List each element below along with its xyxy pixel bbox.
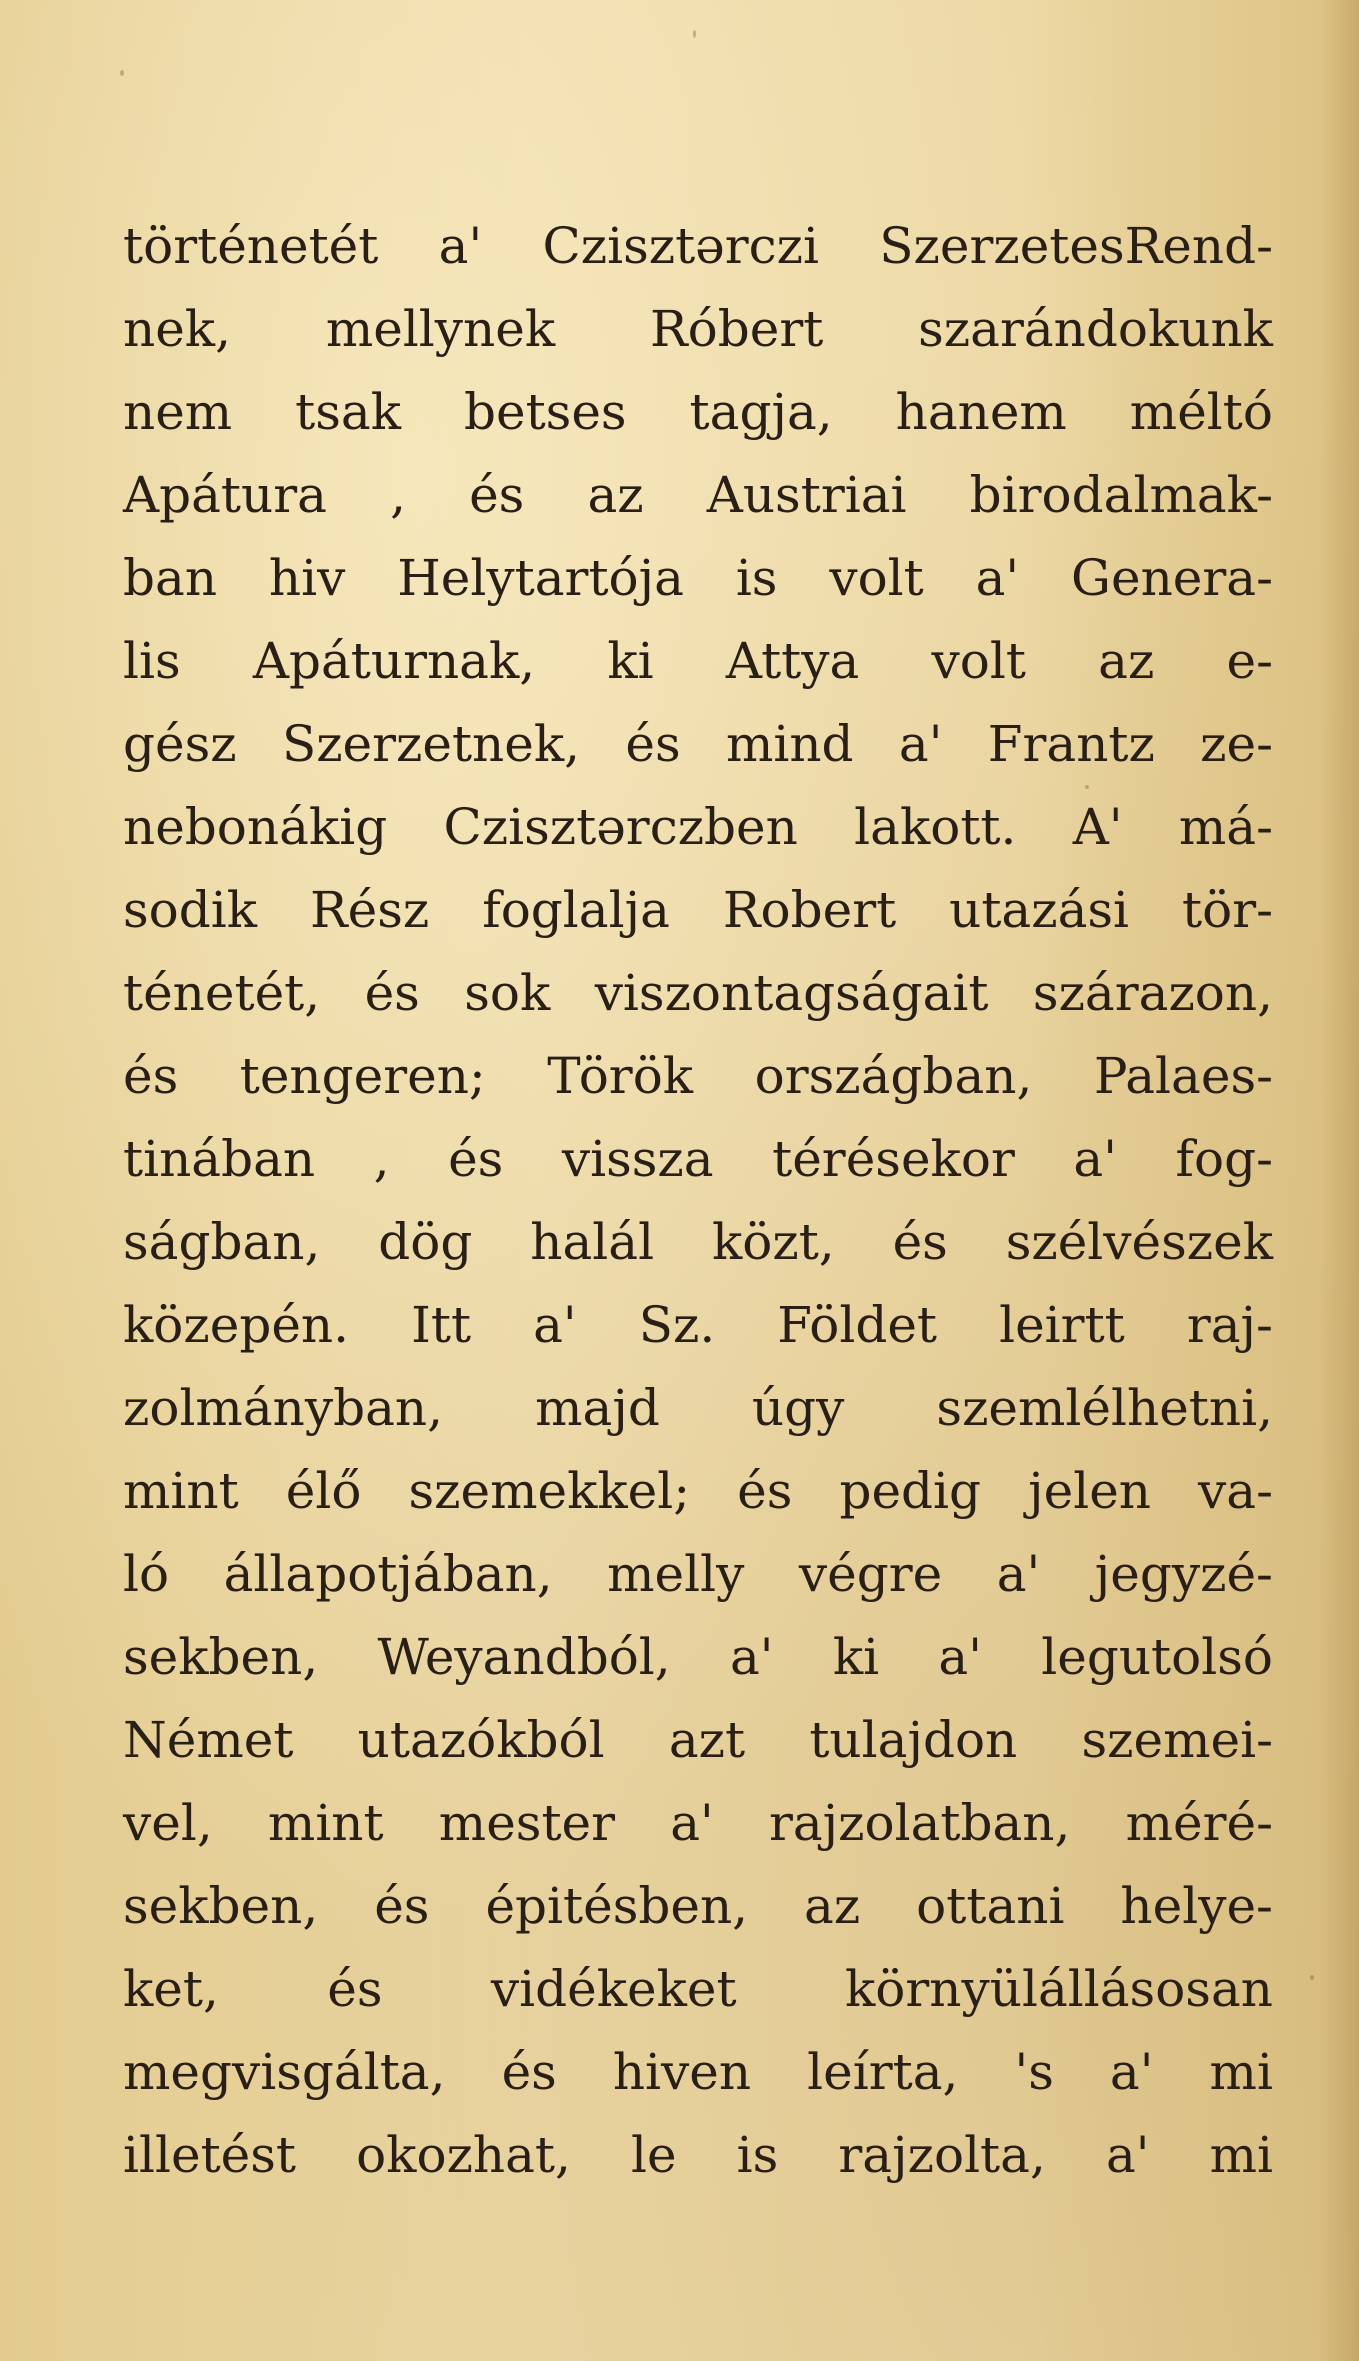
word: volt <box>829 549 924 607</box>
word: Frantz <box>987 715 1155 773</box>
word: va- <box>1198 1462 1273 1520</box>
word: Palaes- <box>1093 1047 1273 1105</box>
word: nem <box>123 383 233 441</box>
text-line <box>123 2114 1273 2197</box>
word: ottani <box>916 1877 1065 1935</box>
word: szemekkel; <box>408 1462 691 1520</box>
text-line <box>123 1201 1273 1284</box>
word: és <box>737 1462 793 1520</box>
word: Róbert <box>649 300 824 358</box>
text-line <box>123 1699 1273 1782</box>
text-line <box>123 1035 1273 1118</box>
word: Apáturnak, <box>252 632 536 690</box>
text-line <box>123 952 1273 1035</box>
word: mind <box>725 715 854 773</box>
word: nek, <box>123 300 231 358</box>
text-line <box>123 2031 1273 2114</box>
word: okozhat, <box>356 2126 571 2184</box>
word: és <box>469 466 525 524</box>
word: vissza <box>561 1130 714 1188</box>
word: a' <box>729 1628 774 1686</box>
word: dög <box>378 1213 473 1271</box>
word: vel, <box>123 1794 213 1852</box>
word: raj- <box>1186 1296 1273 1354</box>
word: Czisztərczben <box>443 798 798 856</box>
word: utazási <box>949 881 1130 939</box>
word: azt <box>668 1711 746 1769</box>
word: tengeren; <box>239 1047 486 1105</box>
word: nebonákig <box>123 798 388 856</box>
word: Szerzetnek, <box>281 715 581 773</box>
word: mester <box>438 1794 616 1852</box>
word: a' <box>438 217 483 275</box>
text-line <box>123 703 1273 786</box>
word: tulajdon <box>809 1711 1018 1769</box>
word: méltó <box>1129 383 1273 441</box>
word: és <box>364 964 420 1022</box>
word: 's <box>1014 2043 1054 2101</box>
word: rajzolatban, <box>768 1794 1071 1852</box>
word: rajzolta, <box>838 2126 1046 2184</box>
word: úgy <box>751 1379 845 1437</box>
word: a' <box>996 1545 1041 1603</box>
word: végre <box>798 1545 943 1603</box>
word: méré- <box>1125 1794 1273 1852</box>
text-line <box>123 288 1273 371</box>
word: mint <box>123 1462 239 1520</box>
paper-speck <box>693 30 696 38</box>
text-line <box>123 1616 1273 1699</box>
word: mi <box>1209 2043 1273 2101</box>
word: Austriai <box>706 466 907 524</box>
text-line <box>123 371 1273 454</box>
word: viszontagságait <box>594 964 989 1022</box>
word: illetést <box>123 2126 296 2184</box>
word: fog- <box>1175 1130 1273 1188</box>
word: és <box>625 715 681 773</box>
text-line <box>123 1450 1273 1533</box>
text-line <box>123 1118 1273 1201</box>
word: le <box>631 2126 677 2184</box>
word: tsak <box>295 383 402 441</box>
word: Robert <box>722 881 897 939</box>
word: Itt <box>411 1296 472 1354</box>
word: is <box>736 2126 779 2184</box>
text-line <box>123 620 1273 703</box>
word: Czisztərczi <box>542 217 819 275</box>
word: a' <box>975 549 1020 607</box>
word: közt, <box>711 1213 835 1271</box>
text-line <box>123 1865 1273 1948</box>
word: lakott. <box>854 798 1017 856</box>
word: sok <box>464 964 551 1022</box>
word: sodik <box>123 881 258 939</box>
word: ki <box>607 632 654 690</box>
word: SzerzetesRend- <box>879 217 1273 275</box>
word: közepén. <box>123 1296 350 1354</box>
word: leirtt <box>999 1296 1125 1354</box>
text-line <box>123 454 1273 537</box>
word: mellynek <box>325 300 556 358</box>
text-line <box>123 1948 1273 2031</box>
word: halál <box>530 1213 655 1271</box>
word: szárazon, <box>1032 964 1273 1022</box>
word: Török <box>547 1047 694 1105</box>
word: gész <box>123 715 237 773</box>
word: szarándokunk <box>918 300 1273 358</box>
word: hiv <box>268 549 346 607</box>
word: lis <box>123 632 181 690</box>
word: jelen <box>1028 1462 1151 1520</box>
word: tagja, <box>689 383 833 441</box>
word: szemlélhetni, <box>936 1379 1273 1437</box>
word: szemei- <box>1081 1711 1273 1769</box>
word: jegyzé- <box>1094 1545 1273 1603</box>
text-line <box>123 1284 1273 1367</box>
word: Genera- <box>1071 549 1273 607</box>
word: a' <box>938 1628 982 1686</box>
word: hiven <box>612 2043 752 2101</box>
word: ló <box>123 1545 170 1603</box>
word: élő <box>285 1462 362 1520</box>
word: e- <box>1226 632 1273 690</box>
word: , <box>390 466 406 524</box>
word: a' <box>1109 2043 1154 2101</box>
text-line <box>123 1533 1273 1616</box>
paper-speck <box>120 70 124 76</box>
word: környülállásosan <box>845 1960 1273 2018</box>
word: zolmányban, <box>123 1379 444 1437</box>
word: tinában <box>123 1130 316 1188</box>
word: országban, <box>754 1047 1033 1105</box>
word: ket, <box>123 1960 219 2018</box>
word: sekben, <box>123 1628 319 1686</box>
word: utazókból <box>357 1711 605 1769</box>
word: a' <box>670 1794 714 1852</box>
word: foglalja <box>482 881 670 939</box>
word: mi <box>1209 2126 1273 2184</box>
word: ténetét, <box>123 964 321 1022</box>
word: má- <box>1178 798 1273 856</box>
word: állapotjában, <box>223 1545 553 1603</box>
word: melly <box>607 1545 745 1603</box>
word: az <box>587 466 644 524</box>
word: és <box>892 1213 948 1271</box>
word: tör- <box>1182 881 1273 939</box>
word: majd <box>535 1379 660 1437</box>
word: volt <box>931 632 1026 690</box>
word: birodalmak- <box>969 466 1273 524</box>
word: a' <box>1105 2126 1150 2184</box>
word: térésekor <box>772 1130 1015 1188</box>
word: történetét <box>123 217 379 275</box>
word: leírta, <box>807 2043 959 2101</box>
word: a' <box>1073 1130 1117 1188</box>
word: Weyandból, <box>377 1628 671 1686</box>
body-text <box>123 205 1273 2197</box>
word: a' <box>533 1296 577 1354</box>
word: épitésben, <box>485 1877 749 1935</box>
word: ze- <box>1200 715 1273 773</box>
word: és <box>327 1960 383 2018</box>
word: és <box>374 1877 430 1935</box>
text-line <box>123 205 1273 288</box>
word: betses <box>463 383 627 441</box>
word: Attya <box>725 632 860 690</box>
word: és <box>501 2043 557 2101</box>
word: mint <box>267 1794 384 1852</box>
word: ban <box>123 549 218 607</box>
word: hanem <box>895 383 1067 441</box>
word: és <box>123 1047 179 1105</box>
word: ki <box>832 1628 880 1686</box>
word: a' <box>898 715 943 773</box>
paper-speck <box>1310 1975 1314 1980</box>
word: és <box>448 1130 504 1188</box>
text-line <box>123 869 1273 952</box>
text-line <box>123 786 1273 869</box>
text-line <box>123 1782 1273 1865</box>
word: Német <box>123 1711 294 1769</box>
word: vidékeket <box>490 1960 737 2018</box>
word: az <box>1098 632 1155 690</box>
word: A' <box>1072 798 1123 856</box>
text-line <box>123 537 1273 620</box>
word: sekben, <box>123 1877 319 1935</box>
page-edge-shadow <box>1319 0 1359 2361</box>
word: Földet <box>777 1296 938 1354</box>
word: szélvészek <box>1005 1213 1273 1271</box>
word: Helytartója <box>397 549 684 607</box>
word: Sz. <box>638 1296 716 1354</box>
word: pedig <box>839 1462 982 1520</box>
word: legutolsó <box>1041 1628 1273 1686</box>
word: Apátura <box>123 466 327 524</box>
text-line <box>123 1367 1273 1450</box>
word: megvisgálta, <box>123 2043 446 2101</box>
word: , <box>373 1130 390 1188</box>
word: az <box>804 1877 861 1935</box>
word: Rész <box>310 881 430 939</box>
word: ságban, <box>123 1213 321 1271</box>
word: helye- <box>1120 1877 1273 1935</box>
word: is <box>735 549 778 607</box>
